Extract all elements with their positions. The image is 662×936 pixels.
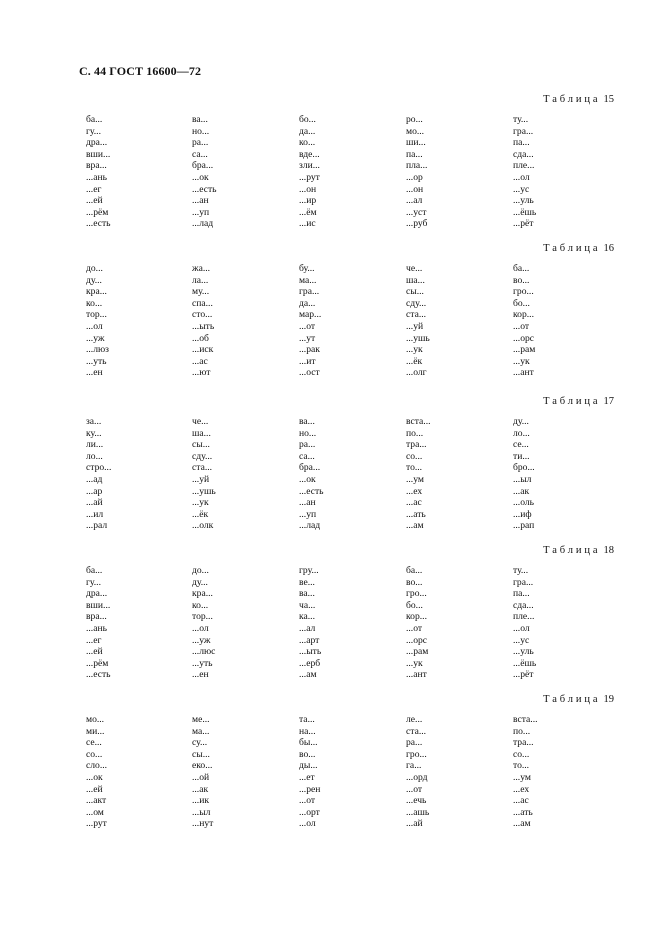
table-cell: ...акт xyxy=(86,795,107,807)
table-cell: ло... xyxy=(86,450,103,462)
table-cell: ...ис xyxy=(299,218,316,230)
table-column xyxy=(406,416,506,532)
table-cell: ра... xyxy=(299,439,316,451)
table-cell: ба... xyxy=(513,263,530,274)
table-cell: ту... xyxy=(513,565,529,576)
table-cell: пле... xyxy=(513,611,535,623)
table-cell: ...иск xyxy=(192,344,214,356)
table-cell: ...об xyxy=(192,332,209,344)
table-cell: бо... xyxy=(299,114,316,125)
table-column xyxy=(406,565,506,681)
table-cell: ...уй xyxy=(192,473,210,485)
table-cell: ...он xyxy=(299,183,317,195)
table-cell: сы... xyxy=(192,439,210,451)
table-cell: ка... xyxy=(299,611,315,623)
table-cell: сло... xyxy=(86,760,108,772)
table-cell: ра... xyxy=(192,137,209,149)
table-cell: гро... xyxy=(406,748,427,760)
table-cell: ...ёк xyxy=(406,355,423,367)
table-cell: гу... xyxy=(86,576,101,588)
table-cell: му... xyxy=(192,286,210,298)
table-cell: ...рём xyxy=(86,206,109,218)
table-cell: ...ечь xyxy=(406,795,427,807)
table-cell: во... xyxy=(406,576,423,588)
table-cell: ти... xyxy=(513,450,530,462)
table-cell: ...орс xyxy=(406,634,428,646)
table-cell: ша... xyxy=(406,274,425,286)
table-cell: ...ерб xyxy=(299,657,321,669)
table-cell: ...ит xyxy=(299,355,316,367)
table-cell: ...ей xyxy=(86,195,103,207)
table-cell: ...уст xyxy=(406,206,427,218)
table-cell: со... xyxy=(406,450,423,462)
table-cell: ...ант xyxy=(513,367,534,379)
table-cell: ...иф xyxy=(513,508,532,520)
table-cell: ...орт xyxy=(299,806,320,818)
table-cell: ...ок xyxy=(192,171,209,183)
table-column xyxy=(86,263,186,379)
table-column xyxy=(86,714,186,830)
table-cell: ...ан xyxy=(192,195,209,207)
table-cell: ста... xyxy=(406,309,427,321)
table-cell: ...орд xyxy=(406,771,428,783)
table-cell: ...ар xyxy=(86,485,103,497)
table-cell: бы... xyxy=(299,737,318,749)
table-cell: ...ак xyxy=(192,783,209,795)
table-cell: ...ёшь xyxy=(513,206,537,218)
table-cell: ...лад xyxy=(192,218,214,230)
table-cell: ...ан xyxy=(299,497,316,509)
table-cell: пла... xyxy=(406,160,428,172)
table-cell: ...от xyxy=(299,320,316,332)
table-cell: ...ех xyxy=(513,783,530,795)
table-cell: са... xyxy=(192,148,208,160)
table-number: 16 xyxy=(603,243,614,254)
table-cell: ...уй xyxy=(406,320,424,332)
table-cell: ...уп xyxy=(192,206,210,218)
table-cell: га... xyxy=(406,760,422,772)
table-cell: се... xyxy=(86,737,102,749)
table-cell: сда... xyxy=(513,599,534,611)
table-cell: жа... xyxy=(192,263,211,274)
table-cell: вста... xyxy=(406,416,431,427)
table-caption xyxy=(543,243,614,254)
table-cell: ду... xyxy=(513,416,529,427)
table-cell: вста... xyxy=(513,714,538,725)
table-cell: ...ушь xyxy=(406,332,430,344)
table-cell: ...ок xyxy=(86,771,103,783)
table-cell: со... xyxy=(86,748,103,760)
table-cell: ...рёт xyxy=(513,669,534,681)
table-cell: вра... xyxy=(86,611,107,623)
table-cell: ...лад xyxy=(299,520,321,532)
table-cell: ...ань xyxy=(86,622,107,634)
table-cell: вши... xyxy=(86,148,111,160)
table-cell: ...ань xyxy=(86,171,107,183)
table-cell: ...рёт xyxy=(513,218,534,230)
table-cell: ...ик xyxy=(192,795,209,807)
table-cell: ...ыл xyxy=(513,473,532,485)
table-cell: ...ол xyxy=(513,622,530,634)
table-caption-label: Таблица xyxy=(543,243,601,254)
table-number: 15 xyxy=(603,94,614,105)
table-cell: ...люс xyxy=(192,646,216,658)
table-cell: ...орс xyxy=(513,332,535,344)
table-column xyxy=(192,263,292,379)
table-cell: ли... xyxy=(86,439,104,451)
table-number: 18 xyxy=(603,545,614,556)
table-cell: ...ай xyxy=(86,497,103,509)
table-cell: но... xyxy=(192,125,210,137)
table-cell: ва... xyxy=(299,588,315,600)
table-cell: ...ём xyxy=(299,206,317,218)
table-cell: ...ор xyxy=(406,171,423,183)
table-cell: се... xyxy=(513,439,529,451)
table-cell: ...ег xyxy=(86,634,102,646)
table-cell: ...ус xyxy=(513,634,530,646)
table-cell: сду... xyxy=(192,450,213,462)
table-cell: со... xyxy=(513,748,530,760)
table-cell: ...ут xyxy=(299,332,316,344)
table-cell: ми... xyxy=(86,725,105,737)
table-cell: ...ать xyxy=(513,806,533,818)
table-cell: ле... xyxy=(406,714,423,725)
table-cell: мо... xyxy=(406,125,425,137)
table-cell: ...ил xyxy=(86,508,104,520)
table-cell: па... xyxy=(513,588,530,600)
table-cell: ...рап xyxy=(513,520,535,532)
table-cell: ...есть xyxy=(86,218,111,230)
table-cell: ...ук xyxy=(192,497,209,509)
table-cell: ...ус xyxy=(513,183,530,195)
table-cell: бра... xyxy=(192,160,214,172)
table-cell: сда... xyxy=(513,148,534,160)
table-cell: ста... xyxy=(406,725,427,737)
table-cell: ...ен xyxy=(192,669,209,681)
table-cell: гро... xyxy=(513,286,534,298)
table-cell: па... xyxy=(513,137,530,149)
table-cell: ...рам xyxy=(406,646,429,658)
table-cell: ...ыл xyxy=(192,806,211,818)
table-cell: ...ей xyxy=(86,646,103,658)
table-cell: ...ать xyxy=(406,508,426,520)
table-cell: ...люз xyxy=(86,344,109,356)
table-cell: ма... xyxy=(299,274,317,286)
table-caption xyxy=(543,545,614,556)
table-cell: гра... xyxy=(299,286,320,298)
table-column xyxy=(299,263,399,379)
table-caption xyxy=(543,396,614,407)
table-column xyxy=(86,416,186,532)
table-cell: ...ашь xyxy=(406,806,430,818)
table-cell: ...рен xyxy=(299,783,321,795)
table-cell: тра... xyxy=(513,737,534,749)
table-cell: та... xyxy=(299,714,315,725)
table-cell: сду... xyxy=(406,297,427,309)
table-cell: ...ом xyxy=(86,806,104,818)
table-cell: во... xyxy=(299,748,316,760)
table-cell: ...ёшь xyxy=(513,657,537,669)
table-cell: ...ол xyxy=(299,818,316,830)
table-cell: ...нут xyxy=(192,818,214,830)
table-cell: ...олг xyxy=(406,367,427,379)
table-column xyxy=(299,714,399,830)
table-column xyxy=(513,714,613,830)
table-cell: тра... xyxy=(406,439,427,451)
table-cell: тор... xyxy=(192,611,213,623)
table-column xyxy=(299,114,399,230)
table-cell: бу... xyxy=(299,263,315,274)
table-column xyxy=(513,114,613,230)
table-cell: дра... xyxy=(86,137,108,149)
table-cell: ...ен xyxy=(86,367,103,379)
table-cell: ...ам xyxy=(299,669,317,681)
table-cell: кор... xyxy=(513,309,534,321)
table-column xyxy=(192,565,292,681)
table-cell: ...от xyxy=(406,783,423,795)
table-cell: ду... xyxy=(192,576,208,588)
table-cell: ба... xyxy=(86,565,103,576)
table-cell: ...уть xyxy=(192,657,213,669)
table-cell: ...от xyxy=(513,320,530,332)
table-cell: вде... xyxy=(299,148,320,160)
table-cell: ...рам xyxy=(513,344,536,356)
table-cell: ...есть xyxy=(299,485,324,497)
table-cell: ...арт xyxy=(299,634,320,646)
table-cell: ма... xyxy=(192,725,210,737)
table-cell: ...ад xyxy=(86,473,103,485)
table-cell: ...рут xyxy=(86,818,107,830)
table-cell: ...ак xyxy=(513,485,530,497)
table-cell: ...рак xyxy=(299,344,320,356)
table-caption xyxy=(543,694,614,705)
table-cell: ...ют xyxy=(192,367,211,379)
table-cell: ша... xyxy=(192,427,211,439)
table-cell: ...ир xyxy=(299,195,317,207)
table-cell: ме... xyxy=(192,714,210,725)
table-cell: ды... xyxy=(299,760,318,772)
table-cell: ро... xyxy=(406,114,423,125)
table-cell: ко... xyxy=(299,137,316,149)
table-caption xyxy=(543,94,614,105)
table-cell: то... xyxy=(513,760,530,772)
table-cell: ...есть xyxy=(86,669,111,681)
table-cell: ...ук xyxy=(513,355,530,367)
table-cell: ...ай xyxy=(406,818,423,830)
table-cell: ...ам xyxy=(406,520,424,532)
table-cell: гра... xyxy=(513,576,534,588)
table-cell: ши... xyxy=(406,137,426,149)
table-cell: ...ук xyxy=(406,344,423,356)
table-cell: ста... xyxy=(192,462,213,474)
table-cell: ...ум xyxy=(406,473,424,485)
table-cell: ...ол xyxy=(192,622,209,634)
table-cell: ...ол xyxy=(86,320,103,332)
table-cell: ту... xyxy=(513,114,529,125)
table-cell: по... xyxy=(513,725,531,737)
table-column xyxy=(299,416,399,532)
table-cell: на... xyxy=(299,725,316,737)
table-column xyxy=(513,263,613,379)
table-cell: стро... xyxy=(86,462,112,474)
table-cell: ду... xyxy=(86,274,102,286)
table-cell: ...ол xyxy=(513,171,530,183)
table-cell: ...ант xyxy=(406,669,427,681)
table-cell: бо... xyxy=(513,297,530,309)
table-number: 19 xyxy=(603,694,614,705)
table-cell: ...есть xyxy=(192,183,217,195)
table-cell: ко... xyxy=(192,599,209,611)
table-cell: во... xyxy=(513,274,530,286)
table-cell: ...уль xyxy=(513,646,534,658)
table-cell: ...рём xyxy=(86,657,109,669)
table-cell: гу... xyxy=(86,125,101,137)
table-cell: гру... xyxy=(299,565,319,576)
table-column xyxy=(86,114,186,230)
table-cell: ку... xyxy=(86,427,102,439)
table-caption-label: Таблица xyxy=(543,396,601,407)
table-cell: мо... xyxy=(86,714,105,725)
table-cell: но... xyxy=(299,427,317,439)
table-cell: ...ост xyxy=(299,367,320,379)
table-cell: пле... xyxy=(513,160,535,172)
table-cell: бро... xyxy=(513,462,535,474)
table-cell: ...от xyxy=(406,622,423,634)
table-cell: ...ас xyxy=(406,497,422,509)
table-cell: ...ыть xyxy=(192,320,215,332)
table-cell: дра... xyxy=(86,588,108,600)
table-cell: ...ал xyxy=(406,195,423,207)
table-cell: вра... xyxy=(86,160,107,172)
table-cell: по... xyxy=(406,427,424,439)
table-caption-label: Таблица xyxy=(543,545,601,556)
table-cell: ...уть xyxy=(86,355,107,367)
table-cell: ...от xyxy=(299,795,316,807)
table-cell: ...ёк xyxy=(192,508,209,520)
table-cell: ба... xyxy=(86,114,103,125)
table-cell: ло... xyxy=(513,427,530,439)
table-cell: вши... xyxy=(86,599,111,611)
table-cell: тор... xyxy=(86,309,107,321)
table-cell: ...ал xyxy=(299,622,316,634)
table-column xyxy=(192,714,292,830)
table-number: 17 xyxy=(603,396,614,407)
table-cell: ...рут xyxy=(299,171,320,183)
table-cell: ...ум xyxy=(513,771,531,783)
table-column xyxy=(406,263,506,379)
table-cell: че... xyxy=(192,416,209,427)
table-caption-label: Таблица xyxy=(543,694,601,705)
table-cell: бра... xyxy=(299,462,321,474)
table-column xyxy=(299,565,399,681)
table-cell: гро... xyxy=(406,588,427,600)
table-cell: ...ет xyxy=(299,771,315,783)
table-column xyxy=(406,714,506,830)
table-cell: ...ей xyxy=(86,783,103,795)
table-cell: ...уп xyxy=(299,508,317,520)
table-cell: то... xyxy=(406,462,423,474)
table-caption-label: Таблица xyxy=(543,94,601,105)
table-cell: ...оль xyxy=(513,497,535,509)
page-header: С. 44 ГОСТ 16600—72 xyxy=(79,64,202,78)
table-cell: ...он xyxy=(406,183,424,195)
table-column xyxy=(406,114,506,230)
table-cell: ба... xyxy=(406,565,423,576)
table-cell: ...ам xyxy=(513,818,531,830)
table-cell: ...ыть xyxy=(299,646,322,658)
table-cell: ...ас xyxy=(192,355,208,367)
table-cell: еко... xyxy=(192,760,213,772)
table-cell: да... xyxy=(299,297,316,309)
table-cell: ко... xyxy=(86,297,103,309)
table-cell: сы... xyxy=(192,748,210,760)
table-cell: ...рал xyxy=(86,520,108,532)
table-column xyxy=(86,565,186,681)
table-cell: ...олк xyxy=(192,520,214,532)
table-column xyxy=(513,565,613,681)
table-cell: за... xyxy=(86,416,102,427)
table-cell: ...уль xyxy=(513,195,534,207)
table-cell: ...ех xyxy=(406,485,423,497)
table-cell: су... xyxy=(192,737,208,749)
table-cell: ра... xyxy=(406,737,423,749)
table-cell: кор... xyxy=(406,611,427,623)
table-column xyxy=(192,416,292,532)
table-cell: мар... xyxy=(299,309,322,321)
table-cell: ...ушь xyxy=(192,485,216,497)
table-cell: бо... xyxy=(406,599,423,611)
table-cell: кра... xyxy=(86,286,107,298)
table-cell: да... xyxy=(299,125,316,137)
table-cell: ...уж xyxy=(192,634,211,646)
table-cell: ...ой xyxy=(192,771,210,783)
table-cell: ве... xyxy=(299,576,315,588)
table-cell: па... xyxy=(406,148,423,160)
table-cell: ...руб xyxy=(406,218,428,230)
table-cell: ...ас xyxy=(513,795,529,807)
table-cell: до... xyxy=(192,565,209,576)
table-cell: кра... xyxy=(192,588,213,600)
table-cell: зли... xyxy=(299,160,320,172)
table-cell: ча... xyxy=(299,599,316,611)
table-cell: до... xyxy=(86,263,103,274)
table-cell: че... xyxy=(406,263,423,274)
table-cell: ...ок xyxy=(299,473,316,485)
table-cell: ...ег xyxy=(86,183,102,195)
table-cell: ...уж xyxy=(86,332,105,344)
table-cell: гра... xyxy=(513,125,534,137)
table-cell: спа... xyxy=(192,297,213,309)
table-column xyxy=(192,114,292,230)
table-cell: ва... xyxy=(299,416,315,427)
table-cell: ...ук xyxy=(406,657,423,669)
table-cell: са... xyxy=(299,450,315,462)
table-cell: ла... xyxy=(192,274,209,286)
table-cell: сто... xyxy=(192,309,213,321)
table-cell: ва... xyxy=(192,114,208,125)
table-column xyxy=(513,416,613,532)
table-cell: сы... xyxy=(406,286,424,298)
